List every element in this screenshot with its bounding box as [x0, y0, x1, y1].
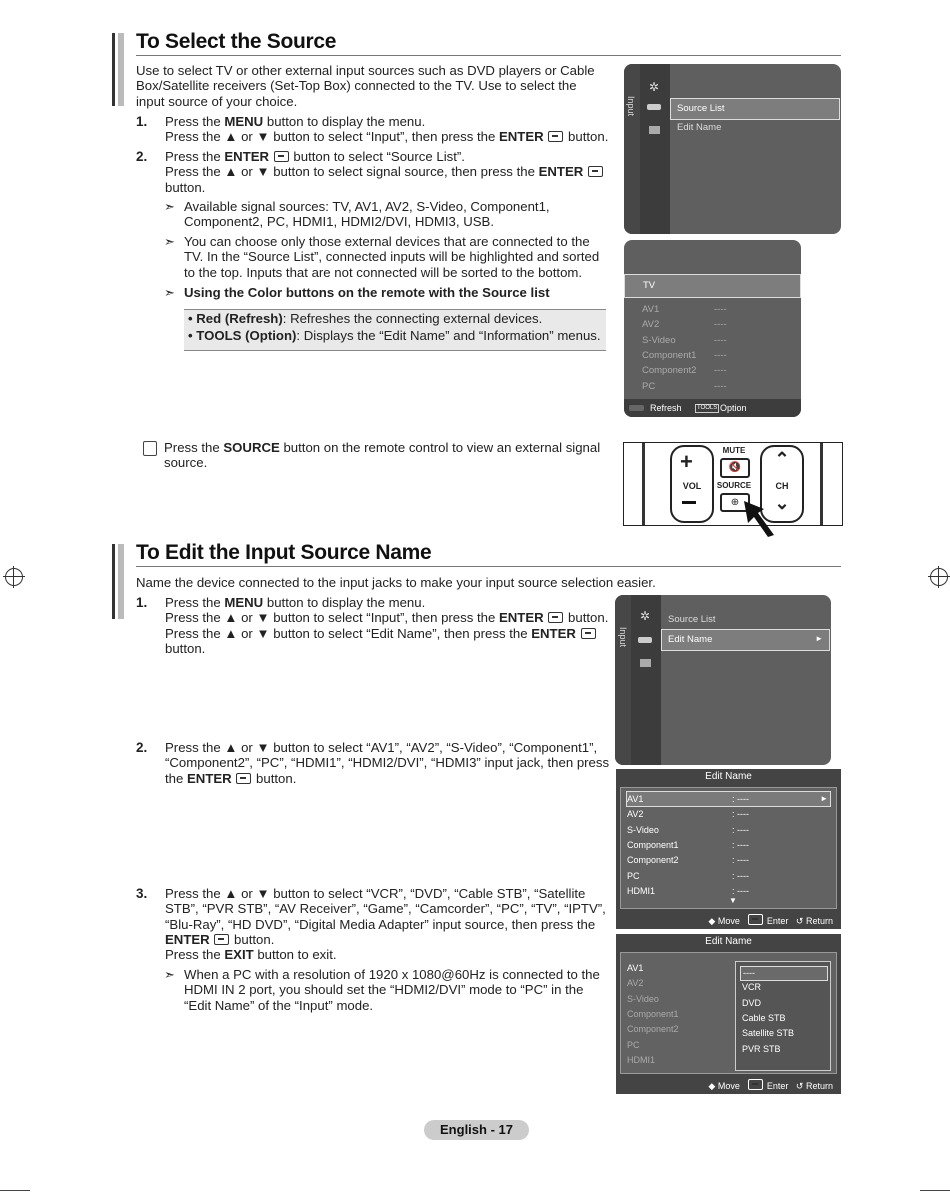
chevron-up-icon: ⌃	[774, 449, 790, 469]
section-intro: Name the device connected to the input jacks to make your input source selection easier.	[136, 575, 656, 590]
section-bar	[112, 544, 115, 619]
section-rule	[136, 566, 841, 567]
edit-name-row[interactable]: Component1 : ----	[627, 839, 749, 850]
source-list-item[interactable]: PC ----	[642, 380, 727, 392]
edit-name-row: Component2	[627, 1024, 679, 1035]
ch-label: CH	[775, 481, 789, 491]
page-number: English - 17	[424, 1120, 529, 1140]
note-arrow-icon: ➣	[164, 967, 176, 982]
vol-rocker[interactable]	[670, 445, 714, 523]
edit-name-list	[620, 952, 837, 1074]
edit-name-list	[620, 787, 837, 909]
edit-name-screen	[616, 769, 841, 929]
input-menu-screen-edit	[615, 595, 831, 765]
input-label: Input	[618, 627, 628, 648]
registration-mark-left	[5, 568, 23, 586]
edit-name-row: PC	[627, 1039, 640, 1050]
return-label: Return	[805, 916, 833, 926]
step-number: 2.	[136, 740, 148, 755]
icon-column	[640, 64, 670, 234]
edit-name-footer	[616, 1078, 833, 1092]
menu-item-edit-name[interactable]: Edit Name	[677, 122, 722, 133]
edit-name-row[interactable]: AV2 : ----	[627, 809, 749, 820]
edit-name-title: Edit Name	[705, 936, 752, 947]
enter-icon	[548, 131, 563, 142]
enter-icon	[548, 612, 563, 623]
crop-mark	[920, 1190, 950, 1191]
dropdown-option[interactable]: VCR	[742, 982, 762, 993]
menu-item-source-list[interactable]: Source List	[668, 614, 716, 625]
section-title: To Select the Source	[136, 30, 337, 53]
settings-icon: ✲	[649, 80, 660, 94]
pointer-arrow-icon	[742, 495, 792, 539]
scroll-down-icon: ▼	[729, 896, 737, 905]
menu-side-strip	[615, 595, 631, 765]
note-icon	[143, 441, 157, 456]
input-menu-screen	[624, 64, 841, 234]
edit-name-title: Edit Name	[705, 771, 752, 782]
settings-icon: ✲	[640, 609, 651, 623]
source-list-item[interactable]: Component2 ----	[642, 365, 727, 377]
edit-name-row[interactable]: AV1 : ---- ►	[627, 794, 828, 804]
arrow-right-icon: ►	[815, 634, 823, 643]
edit-name-row[interactable]: HDMI1 : ----	[627, 885, 749, 896]
dropdown-option[interactable]: PVR STB	[742, 1043, 781, 1054]
source-type-dropdown[interactable]	[735, 961, 831, 1071]
edit-name-footer	[616, 913, 833, 927]
registration-mark-right	[930, 568, 948, 586]
red-button-icon	[629, 405, 644, 411]
section-bar	[118, 544, 124, 619]
refresh-label: Refresh	[650, 403, 682, 413]
enter-icon	[581, 628, 596, 639]
edit-name-row: Component1	[627, 1008, 679, 1019]
enter-label: Enter	[766, 1081, 789, 1091]
icon-column	[631, 595, 661, 765]
input-label: Input	[626, 96, 636, 117]
enter-icon	[748, 914, 763, 925]
application-icon	[649, 126, 660, 134]
input-plug-icon	[647, 104, 661, 110]
step-number: 3.	[136, 886, 148, 901]
application-icon	[640, 659, 651, 667]
mute-button[interactable]: 🔇	[720, 458, 750, 478]
menu-item-source-list[interactable]: Source List	[670, 98, 840, 120]
enter-label: Enter	[766, 916, 789, 926]
minus-icon	[682, 501, 696, 504]
remote-edge	[820, 443, 823, 525]
remote-edge	[642, 443, 645, 525]
enter-icon	[274, 151, 289, 162]
section-title: To Edit the Input Source Name	[136, 541, 432, 564]
source-list-item[interactable]: S-Video ----	[642, 334, 727, 346]
chevron-down-icon: ⌄	[774, 493, 790, 513]
section-bar	[118, 33, 124, 106]
enter-icon	[748, 1079, 763, 1090]
enter-icon	[588, 166, 603, 177]
section-intro: Use to select TV or other external input sources such as DVD players or Cable Box/Satellite receivers (Set-Top Box) connected to the TV. Use to select the input source of your choice.	[136, 63, 595, 109]
enter-icon	[236, 773, 251, 784]
source-label: SOURCE	[716, 481, 752, 490]
source-list-item[interactable]: AV2 ----	[642, 319, 727, 331]
step-number: 1.	[136, 114, 148, 129]
edit-name-row[interactable]: S-Video : ----	[627, 824, 749, 835]
edit-name-row: S-Video	[627, 993, 659, 1004]
dropdown-option[interactable]: Satellite STB	[742, 1028, 795, 1039]
tools-button-icon: TOOLS	[697, 405, 718, 411]
source-item-tv[interactable]: TV	[624, 274, 801, 298]
vol-label: VOL	[682, 481, 702, 491]
dropdown-option[interactable]: DVD	[742, 997, 762, 1008]
source-note: Press the SOURCE button on the remote control to view an external signal source.	[164, 440, 601, 471]
move-label: ◆ Move	[708, 916, 740, 926]
return-icon: ↺	[795, 916, 804, 926]
edit-name-row[interactable]: Component2 : ----	[627, 855, 749, 866]
edit-name-dropdown-screen	[616, 934, 841, 1094]
move-label: ◆ Move	[708, 1081, 740, 1091]
enter-icon	[214, 934, 229, 945]
edit-name-row: AV2	[627, 978, 644, 989]
color-buttons-box: • Red (Refresh): Refreshes the connecting external devices. • TOOLS (Option): Displays the “Edit Name” and “Information” menus.	[184, 309, 606, 351]
option-label: Option	[720, 403, 747, 413]
edit-name-row: HDMI1	[627, 1054, 656, 1065]
note-arrow-icon: ➣	[164, 234, 176, 249]
step-number: 1.	[136, 595, 148, 610]
section-bar	[112, 33, 115, 106]
return-label: Return	[805, 1081, 833, 1091]
return-icon: ↺	[795, 1081, 804, 1091]
mute-label: MUTE	[722, 446, 746, 455]
source-list-footer	[624, 399, 801, 417]
remote-control-illustration	[623, 442, 843, 526]
step-number: 2.	[136, 149, 148, 164]
menu-side-strip	[624, 64, 640, 234]
edit-name-row[interactable]: PC : ----	[627, 870, 749, 881]
section-rule	[136, 55, 841, 56]
arrow-right-icon: ►	[820, 794, 828, 803]
source-button[interactable]: ⊕	[720, 493, 750, 512]
dropdown-option[interactable]: ----	[740, 966, 828, 981]
note-arrow-icon: ➣	[164, 285, 176, 300]
source-list-screen	[624, 240, 801, 417]
note-arrow-icon: ➣	[164, 199, 176, 214]
edit-name-row: AV1	[627, 963, 644, 973]
input-plug-icon	[638, 637, 652, 643]
dropdown-option[interactable]: Cable STB	[742, 1012, 786, 1023]
menu-item-edit-name[interactable]: Edit Name ►	[661, 629, 830, 651]
source-list-item[interactable]: AV1 ----	[642, 304, 727, 315]
crop-mark	[0, 1190, 30, 1191]
source-list-item[interactable]: Component1 ----	[642, 349, 727, 361]
plus-icon: +	[680, 449, 693, 474]
